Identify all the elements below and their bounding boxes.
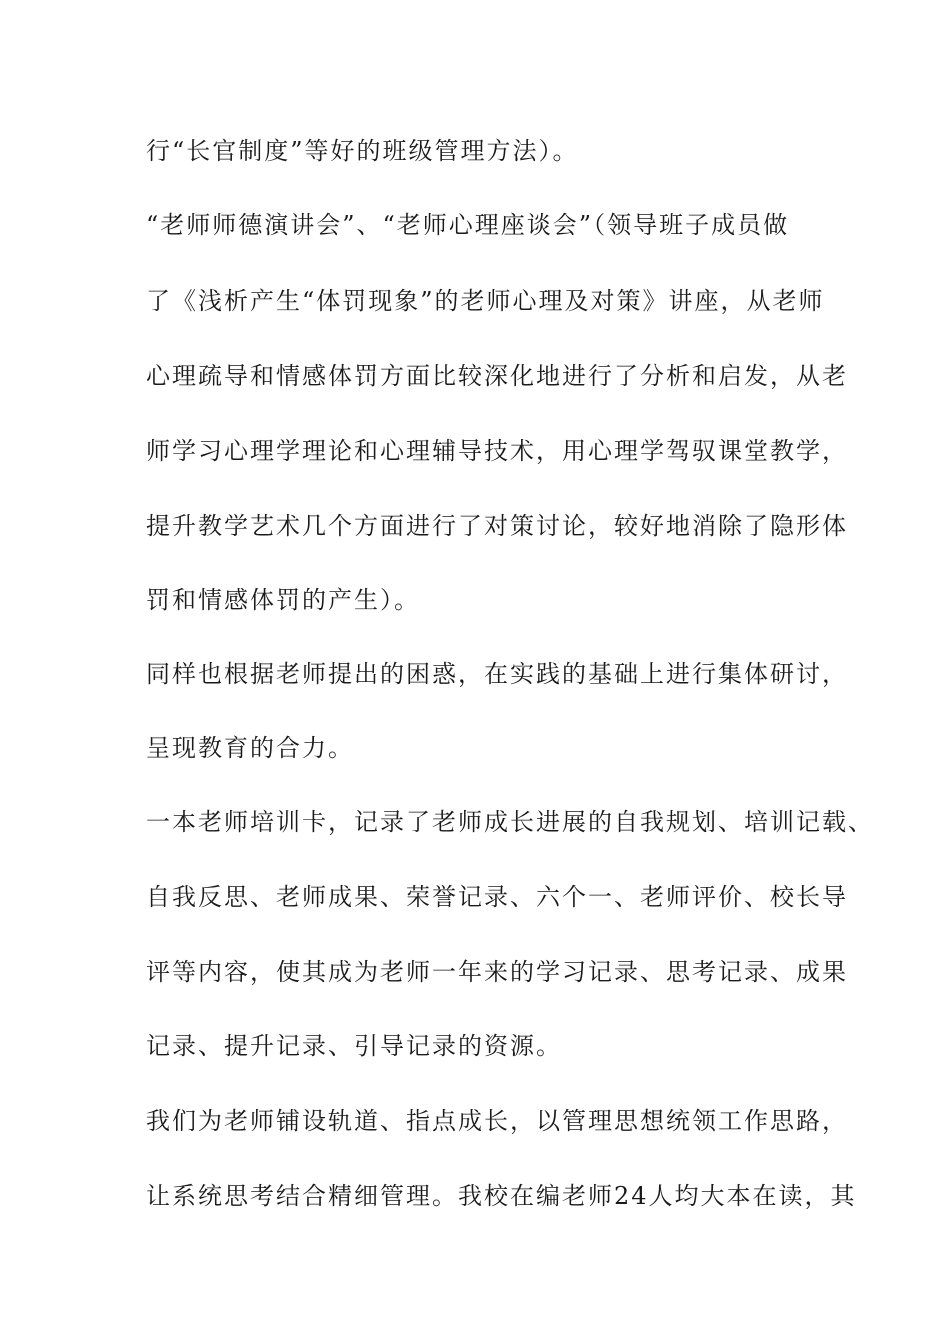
text-line: 自我反思、老师成果、荣誉记录、六个一、老师评价、校长导: [146, 883, 848, 911]
text-line: 罚和情感体罚的产生）。: [146, 586, 420, 614]
text-line: 了《浅析产生“体罚现象”的老师心理及对策》讲座，从老师: [146, 287, 825, 315]
text-line: 我们为老师铺设轨道、指点成长，以管理思想统领工作思路，: [146, 1107, 848, 1135]
text-line: 师学习心理学理论和心理辅导技术，用心理学驾驭课堂教学，: [146, 437, 848, 465]
text-line: 心理疏导和情感体罚方面比较深化地进行了分析和启发，从老: [146, 362, 848, 390]
text-line: 一本老师培训卡，记录了老师成长进展的自我规划、培训记载、: [146, 808, 874, 836]
text-line: 让系统思考结合精细管理。我校在编老师24人均大本在读，其: [146, 1182, 857, 1210]
text-line: 呈现教育的合力。: [146, 734, 354, 762]
text-line: 评等内容，使其成为老师一年来的学习记录、思考记录、成果: [146, 958, 848, 986]
text-line: 行“长官制度”等好的班级管理方法）。: [146, 137, 579, 165]
text-line: 同样也根据老师提出的困惑，在实践的基础上进行集体研讨，: [146, 660, 848, 688]
text-line: “老师师德演讲会”、“老师心理座谈会”（领导班子成员做: [146, 211, 790, 239]
text-line: 提升教学艺术几个方面进行了对策讨论，较好地消除了隐形体: [146, 512, 848, 540]
text-line: 记录、提升记录、引导记录的资源。: [146, 1032, 562, 1060]
